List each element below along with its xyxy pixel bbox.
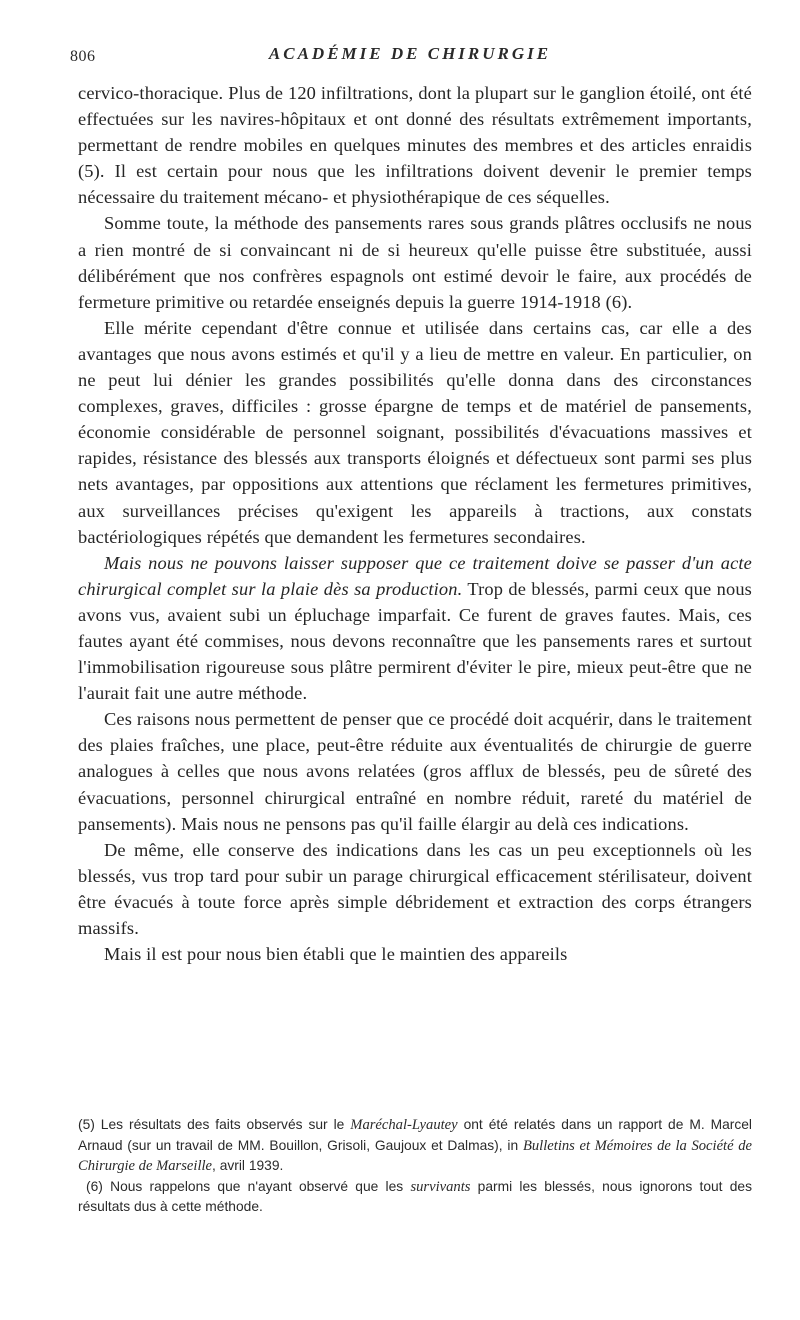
footnote-6	[78, 1177, 752, 1217]
footnote-6-emphasis: survivants	[410, 1178, 471, 1195]
footnote-5-text-b: ont été relatés dans un rapport de M. Marcel Arnaud (sur un travail de MM. Bouillon, Grisoli, Gaujoux et Dalmas), in	[78, 1117, 752, 1153]
footnote-5-text-a: (5) Les résultats des faits observés sur le	[78, 1117, 351, 1132]
paragraph-2: Somme toute, la méthode des pansements rares sous grands plâtres occlusifs ne nous a rien montré de si convaincant ni de si heureux qu'elle puisse être substituée, aussi délibérément que nos confrères espagnols ont estimé devoir le faire, aux procédés de fermeture primitive ou retardée enseignés depuis la guerre 1914-1918 (6).	[78, 213, 752, 312]
footnote-5-ship-name: Maréchal-Lyautey	[350, 1117, 458, 1133]
paragraph-4-emphasis: Mais nous ne pouvons laisser supposer que ce traitement doive se passer d'un acte chirurgical complet sur la plaie dès sa production.	[78, 552, 752, 599]
footnote-5	[78, 1115, 752, 1177]
footnote-6-text-a: (6) Nous rappelons que n'ayant observé que les	[86, 1178, 411, 1194]
footnotes	[78, 1115, 752, 1217]
page-number: 806	[70, 48, 96, 65]
running-head: ACADÉMIE DE CHIRURGIE	[268, 44, 552, 63]
paragraph-1: cervico-thoracique. Plus de 120 infiltrations, dont la plupart sur le ganglion étoilé, ont été effectuées sur les navires-hôpitaux et ont donné des résultats extrêmement importants, permettant de rendre mobiles en quelques minutes des membres et des articles enraidis (5). Il est certain pour nous que les infiltrations doivent devenir le premier temps nécessaire du traitement mécano- et physiothérapique de ces séquelles.	[78, 83, 752, 208]
paragraph-5: Ces raisons nous permettent de penser que ce procédé doit acquérir, dans le traitement des plaies fraîches, une place, peut-être réduite aux éventualités de chirurgie de guerre analogues à celles que nous avons relatées (gros afflux de blessés, peu de sûreté des évacuations, personnel chirurgical entraîné en nombre réduit, rareté du matériel de pansements). Mais nous ne pensons pas qu'il faille élargir au delà ces indications.	[78, 709, 752, 834]
page-header	[70, 44, 750, 66]
paragraph-7: Mais il est pour nous bien établi que le maintien des appareils	[104, 944, 568, 965]
paragraph-4-rest: Trop de blessés, parmi ceux que nous avons vus, avaient subi un épluchage imparfait. Ce furent de graves fautes. Mais, ces fautes ayant été commises, nous devons reconnaître que les pansements rares et surtout l'immobilisation rigoureuse sous plâtre permirent d'éviter le pire, mieux peut-être que ne l'aurait fait une autre méthode.	[78, 578, 752, 704]
paragraph-3: Elle mérite cependant d'être connue et utilisée dans certains cas, car elle a des avantages que nous avons estimés et qu'il y a lieu de mettre en valeur. En particulier, on ne peut lui dénier les grandes possibilités qu'elle donna dans des circonstances complexes, graves, difficiles : grosse épargne de temps et de matériel de pansements, économie considérable de personnel soignant, possibilités d'évacuations massives et rapides, résistance des blessés aux transports éloignés et défectueux sont parmi ses plus nets avantages, par oppositions aux attentions que réclament les fermetures primitives, aux surveillances précises qu'exigent les appareils à tractions, aux constats bactériologiques répétés que demandent les fermetures secondaires.	[78, 317, 752, 547]
footnote-6-text-b: parmi les blessés, nous ignorons tout des résultats dus à cette méthode.	[78, 1178, 752, 1215]
article-body	[78, 80, 752, 967]
footnote-5-journal-title: Bulletins et Mémoires de la Société de Chirurgie de Marseille	[78, 1137, 752, 1175]
paragraph-6: De même, elle conserve des indications dans les cas un peu exceptionnels où les blessés, vus trop tard pour subir un parage chirurgical efficacement stérilisateur, doivent être évacués à toute force après simple débridement et extraction des corps étrangers massifs.	[78, 839, 752, 938]
footnote-5-text-c: , avril 1939.	[212, 1158, 284, 1174]
paragraph-4	[78, 550, 752, 707]
